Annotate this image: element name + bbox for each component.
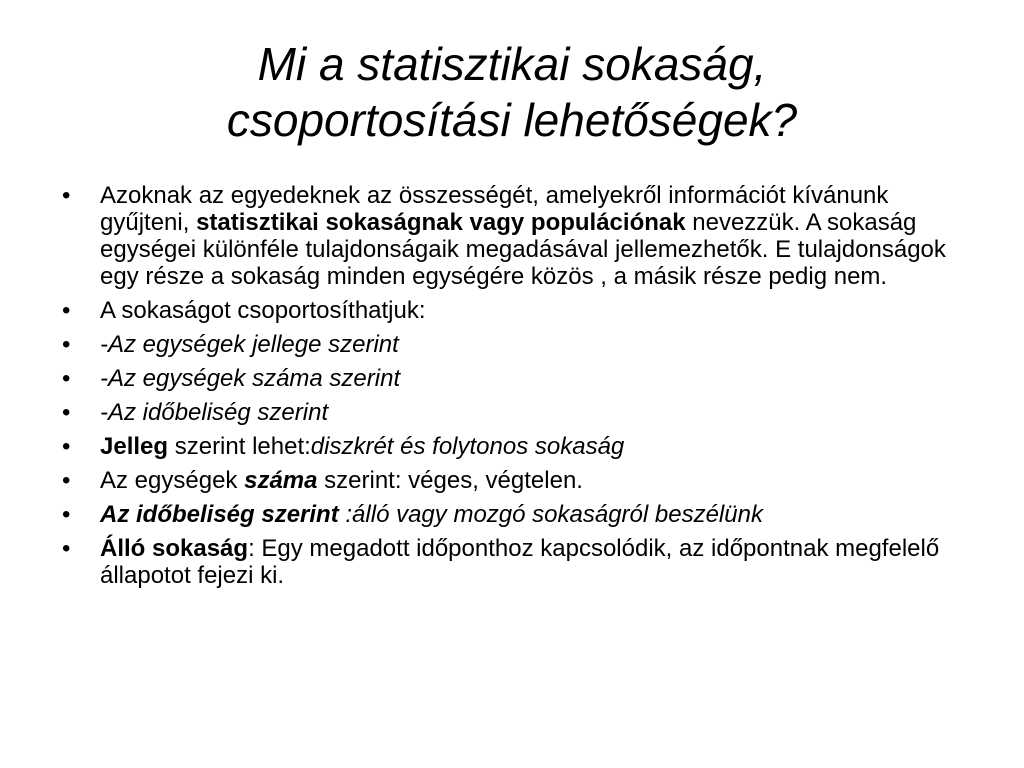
- bullet-icon: •: [62, 297, 71, 324]
- bullet-item-grouping: [60, 297, 960, 324]
- by-nature-text: -Az egységek jellege szerint: [100, 331, 399, 358]
- count-text-start: Az egységek: [100, 467, 245, 494]
- bullet-item-by-nature: [60, 331, 960, 358]
- bullet-icon: •: [62, 501, 71, 528]
- bullet-icon: •: [62, 535, 71, 562]
- by-time-text: -Az időbeliség szerint: [100, 399, 329, 426]
- bullet-icon: •: [62, 467, 71, 494]
- bullet-item-definition: [60, 182, 960, 290]
- bullet-item-static-population: [60, 535, 960, 589]
- bullet-icon: •: [62, 331, 71, 358]
- nature-text: szerint lehet:: [168, 433, 311, 460]
- definition-text-start: Azoknak az egyedeknek az összességét, amelyekről információt kívánunk gyűjteni,: [100, 182, 889, 236]
- slide-title: [60, 36, 964, 148]
- bullet-icon: •: [62, 182, 71, 209]
- slide-title-line-1: Mi a statisztikai sokaság,: [257, 38, 767, 90]
- by-count-text: -Az egységek száma szerint: [100, 365, 401, 392]
- static-population-term: Álló sokaság: [100, 535, 249, 562]
- bullet-icon: •: [62, 399, 71, 426]
- bullet-list: [60, 182, 960, 596]
- nature-values: diszkrét és folytonos sokaság: [310, 433, 625, 460]
- grouping-text: A sokaságot csoportosíthatjuk:: [100, 297, 426, 324]
- slide-title-line-2: csoportosítási lehetőségek?: [226, 94, 798, 146]
- time-term: Az időbeliség szerint: [100, 501, 339, 528]
- bullet-item-nature: [60, 433, 960, 460]
- bullet-item-count: [60, 467, 960, 494]
- time-text: :álló vagy mozgó sokaságról beszélünk: [338, 501, 763, 528]
- count-text-end: szerint: véges, végtelen.: [317, 467, 583, 494]
- nature-term: Jelleg: [100, 433, 169, 460]
- bullet-item-time: [60, 501, 960, 528]
- bullet-item-by-time: [60, 399, 960, 426]
- bullet-icon: •: [62, 365, 71, 392]
- static-population-text: : Egy megadott időponthoz kapcsolódik, az időpontnak megfelelő állapotot fejezi ki.: [100, 535, 940, 589]
- count-term: száma: [244, 467, 318, 494]
- definition-term: statisztikai sokaságnak vagy populációnak: [196, 209, 686, 236]
- definition-text-end: nevezzük. A sokaság egységei különféle tulajdonságaik megadásával jellemezhetők. E tulajdonságok egy része a sokaság minden egységére közös , a másik része pedig nem.: [100, 209, 946, 290]
- bullet-icon: •: [62, 433, 71, 460]
- bullet-item-by-count: [60, 365, 960, 392]
